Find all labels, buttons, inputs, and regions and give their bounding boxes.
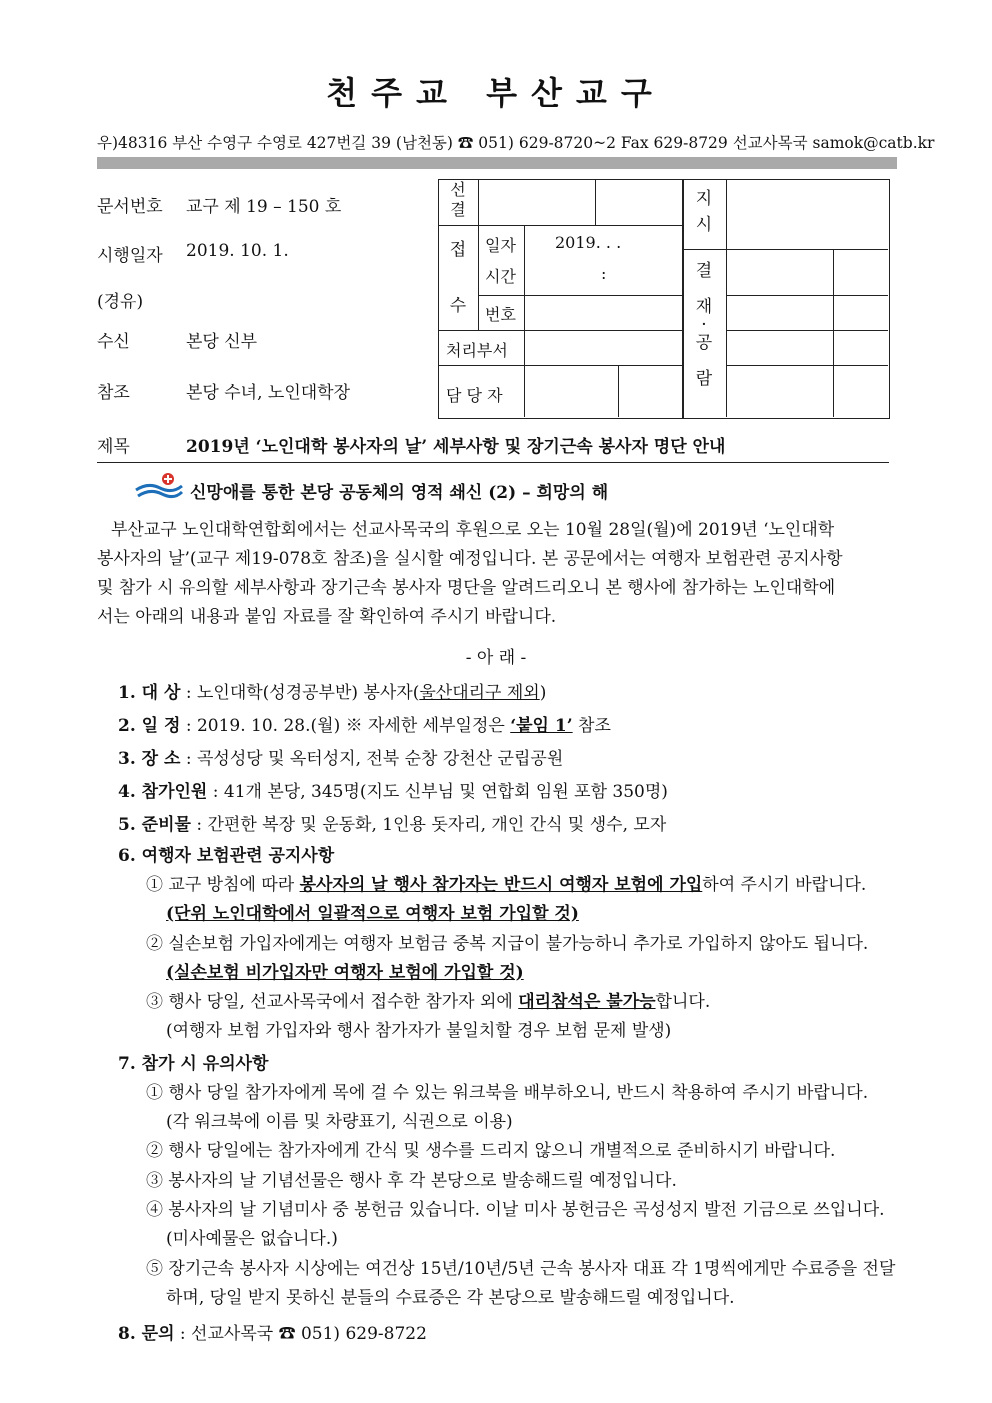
item-label: 5. 준비물 bbox=[118, 815, 191, 835]
item-label: 2. 일 정 bbox=[118, 716, 181, 736]
item-8 bbox=[118, 1319, 427, 1344]
item-text: ① 교구 방침에 따라 bbox=[146, 875, 300, 895]
item-emphasis: 울산대리구 제외 bbox=[419, 683, 540, 703]
item-text: 하여 주시기 바랍니다. bbox=[702, 875, 867, 895]
item-emphasis: 대리참석은 불가능 bbox=[518, 992, 656, 1012]
item-text: : 선교사목국 ☎ 051) 629-8722 bbox=[174, 1324, 427, 1344]
item-6-heading: 6. 여행자 보험관련 공지사항 bbox=[118, 846, 335, 866]
intro-line: 및 참가 시 유의할 세부사항과 장기근속 봉사자 명단을 알려드리오니 본 행사에 참가하는 노인대학에 bbox=[97, 578, 836, 598]
intro-line: 봉사자의 날’(교구 제19-078호 참조)을 실시할 예정입니다. 본 공문에서는 여행자 보험관련 공지사항 bbox=[97, 549, 843, 569]
item-text: ) bbox=[539, 683, 547, 703]
item-7-4-note: (미사예물은 없습니다.) bbox=[166, 1229, 338, 1249]
item-text: 참조 bbox=[572, 716, 611, 736]
item-4 bbox=[118, 777, 668, 802]
item-7-5: ⑤ 장기근속 봉사자 시상에는 여건상 15년/10년/5년 근속 봉사자 대표 각 1명씩에게만 수료증을 전달 bbox=[146, 1259, 896, 1279]
item-6-3 bbox=[146, 987, 710, 1012]
item-text: : 노인대학(성경공부반) 봉사자( bbox=[180, 683, 420, 703]
reference-label: 참조 bbox=[97, 383, 130, 403]
pre-decision-label: 선 결 bbox=[450, 180, 466, 219]
doc-number-value: 교구 제 19 – 150 호 bbox=[186, 197, 342, 217]
item-7-4: ④ 봉사자의 날 기념미사 중 봉헌금 있습니다. 이날 미사 봉헌금은 곡성성지 발전 기금으로 쓰입니다. bbox=[146, 1200, 885, 1220]
department-label: 처리부서 bbox=[446, 341, 508, 360]
slogan: 신망애를 통한 본당 공동체의 영적 쇄신 (2) – 희망의 해 bbox=[190, 483, 609, 503]
recipient-label: 수신 bbox=[97, 332, 130, 352]
date-label: 일자 bbox=[485, 236, 516, 255]
item-text: ③ 행사 당일, 선교사목국에서 접수한 참가자 외에 bbox=[146, 992, 519, 1012]
item-7-3: ③ 봉사자의 날 기념선물은 행사 후 각 본당으로 발송해드릴 예정입니다. bbox=[146, 1171, 677, 1191]
recipient-value: 본당 신부 bbox=[186, 332, 258, 352]
item-label: 3. 장 소 bbox=[118, 749, 181, 769]
time-label: 시간 bbox=[485, 267, 516, 286]
item-text: : 간편한 복장 및 운동화, 1인용 돗자리, 개인 간식 및 생수, 모자 bbox=[190, 815, 667, 835]
item-6-3-note: (여행자 보험 가입자와 행사 참가자가 불일치할 경우 보험 문제 발생) bbox=[166, 1021, 672, 1041]
item-5 bbox=[118, 810, 666, 835]
item-7-5-cont: 하며, 당일 받지 못하신 분들의 수료증은 각 본당으로 발송해드릴 예정입니다. bbox=[166, 1288, 735, 1308]
item-emphasis: 봉사자의 날 행사 참가자는 반드시 여행자 보험에 가입 bbox=[299, 875, 703, 895]
item-6-2: ② 실손보험 가입자에게는 여행자 보험금 중복 지급이 불가능하니 추가로 가입하지 않아도 됩니다. bbox=[146, 934, 869, 954]
item-6-2-note: (실손보험 비가입자만 여행자 보험에 가입할 것) bbox=[166, 963, 524, 983]
item-7-1: ① 행사 당일 참가자에게 목에 걸 수 있는 워크북을 배부하오니, 반드시 착용하여 주시기 바랍니다. bbox=[146, 1083, 869, 1103]
below-heading: - 아 래 - bbox=[465, 648, 527, 668]
item-3 bbox=[118, 744, 563, 769]
issue-date-label: 시행일자 bbox=[97, 246, 163, 266]
item-7-heading: 7. 참가 시 유의사항 bbox=[118, 1054, 269, 1074]
item-text: : 41개 본당, 345명(지도 신부님 및 연합회 임원 포함 350명) bbox=[207, 782, 668, 802]
item-label: 1. 대 상 bbox=[118, 683, 181, 703]
intro-line: 부산교구 노인대학연합회에서는 선교사목국의 후원으로 오는 10월 28일(월)에 2019년 ‘노인대학 bbox=[111, 520, 835, 540]
item-label: 4. 참가인원 bbox=[118, 782, 208, 802]
receipt-time-blank: : bbox=[601, 264, 607, 283]
subject-value: 2019년 ‘노인대학 봉사자의 날’ 세부사항 및 장기근속 봉사자 명단 안내 bbox=[186, 437, 726, 457]
item-text: : 2019. 10. 28.(월) ※ 자세한 세부일정은 bbox=[180, 716, 511, 736]
receipt-date-blank: 2019. . . bbox=[555, 233, 622, 252]
staff-label: 담 당 자 bbox=[446, 386, 503, 405]
item-7-2: ② 행사 당일에는 참가자에게 간식 및 생수를 드리지 않으니 개별적으로 준비하시기 바랍니다. bbox=[146, 1141, 836, 1161]
intro-paragraph bbox=[97, 516, 897, 632]
receipt-label: 접 수 bbox=[449, 240, 467, 316]
diocese-title: 천주교 부산교구 bbox=[326, 74, 666, 112]
reference-value: 본당 수녀, 노인대학장 bbox=[186, 383, 351, 403]
approval-label: 결 재 · 공 람 bbox=[695, 261, 713, 389]
subject-rule bbox=[97, 462, 889, 463]
issue-date-value: 2019. 10. 1. bbox=[186, 241, 289, 261]
number-label: 번호 bbox=[485, 305, 516, 324]
item-2 bbox=[118, 711, 611, 736]
item-1 bbox=[118, 678, 546, 703]
item-text: 합니다. bbox=[655, 992, 711, 1012]
item-7-1-note: (각 워크북에 이름 및 차량표기, 식권으로 이용) bbox=[166, 1112, 513, 1132]
item-text: : 곡성성당 및 옥터성지, 전북 순창 강천산 군립공원 bbox=[180, 749, 564, 769]
subject-label: 제목 bbox=[97, 437, 130, 457]
item-6-1 bbox=[146, 870, 866, 895]
item-emphasis: ‘붙임 1’ bbox=[510, 716, 573, 736]
intro-line: 서는 아래의 내용과 붙임 자료를 잘 확인하여 주시기 바랍니다. bbox=[97, 607, 557, 627]
doc-number-label: 문서번호 bbox=[97, 197, 163, 217]
diocese-address: 우)48316 부산 수영구 수영로 427번길 39 (남천동) ☎ 051) 629-8720~2 Fax 629-8729 선교사목국 samok@catb.kr bbox=[97, 134, 935, 152]
header-divider bbox=[97, 157, 897, 169]
item-6-1-note: (단위 노인대학에서 일괄적으로 여행자 보험 가입할 것) bbox=[166, 904, 579, 924]
via-label: (경유) bbox=[97, 292, 144, 312]
diocese-logo-icon bbox=[134, 472, 184, 502]
instruction-label: 지 시 bbox=[695, 189, 713, 235]
item-label: 8. 문의 bbox=[118, 1324, 175, 1344]
